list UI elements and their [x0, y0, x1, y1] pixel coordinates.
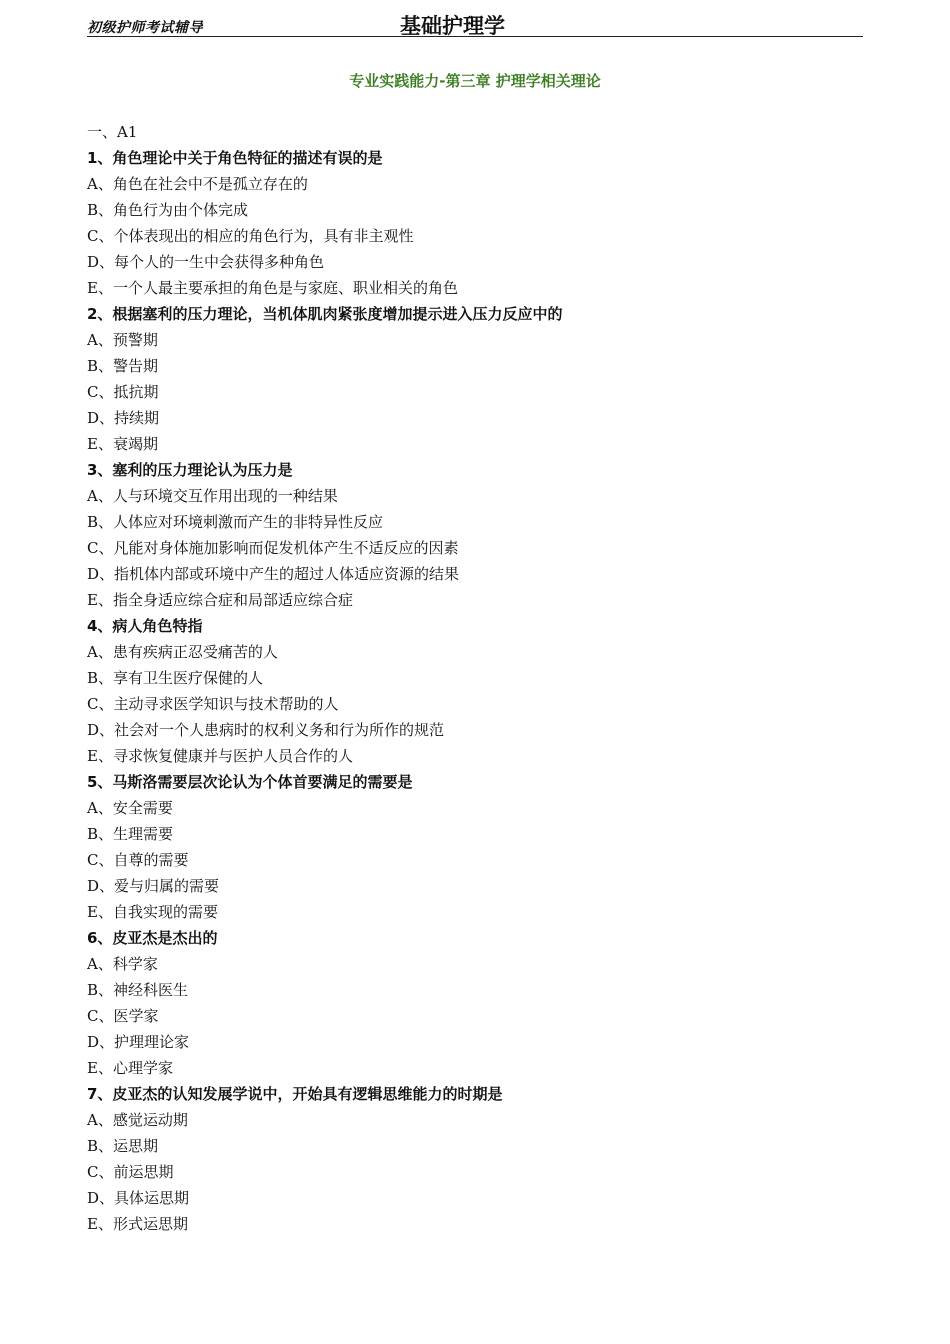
answer-option: C、主动寻求医学知识与技术帮助的人 — [87, 695, 339, 713]
question-stem: 4、病人角色特指 — [87, 617, 203, 635]
answer-option: D、每个人的一生中会获得多种角色 — [87, 253, 325, 271]
answer-option: D、具体运思期 — [87, 1189, 190, 1207]
answer-option: E、自我实现的需要 — [87, 903, 218, 921]
answer-option: E、指全身适应综合症和局部适应综合症 — [87, 591, 353, 609]
answer-option: C、抵抗期 — [87, 383, 159, 401]
answer-option: A、感觉运动期 — [87, 1111, 188, 1129]
answer-option: E、形式运思期 — [87, 1215, 188, 1233]
page-header — [87, 8, 863, 37]
question-stem: 7、皮亚杰的认知发展学说中，开始具有逻辑思维能力的时期是 — [87, 1085, 503, 1103]
answer-option: B、角色行为由个体完成 — [87, 201, 249, 219]
question-stem: 6、皮亚杰是杰出的 — [87, 929, 218, 947]
answer-option: B、享有卫生医疗保健的人 — [87, 669, 264, 687]
answer-option: E、寻求恢复健康并与医护人员合作的人 — [87, 747, 353, 765]
answer-option: B、运思期 — [87, 1137, 159, 1155]
question-stem: 5、马斯洛需要层次论认为个体首要满足的需要是 — [87, 773, 413, 791]
question-list — [87, 119, 867, 1237]
answer-option: A、人与环境交互作用出现的一种结果 — [87, 487, 338, 505]
answer-option: A、患有疾病正忍受痛苦的人 — [87, 643, 278, 661]
answer-option: C、前运思期 — [87, 1163, 174, 1181]
question-stem: 3、塞利的压力理论认为压力是 — [87, 461, 293, 479]
question-stem: 1、角色理论中关于角色特征的描述有误的是 — [87, 149, 383, 167]
answer-option: B、人体应对环境刺激而产生的非特异性反应 — [87, 513, 384, 531]
answer-option: B、神经科医生 — [87, 981, 189, 999]
answer-option: C、凡能对身体施加影响而促发机体产生不适反应的因素 — [87, 539, 459, 557]
answer-option: A、角色在社会中不是孤立存在的 — [87, 175, 308, 193]
answer-option: D、指机体内部或环境中产生的超过人体适应资源的结果 — [87, 565, 460, 583]
answer-option: D、爱与归属的需要 — [87, 877, 220, 895]
answer-option: E、心理学家 — [87, 1059, 173, 1077]
section-heading: 一、A1 — [87, 123, 138, 141]
answer-option: E、一个人最主要承担的角色是与家庭、职业相关的角色 — [87, 279, 458, 297]
answer-option: D、护理理论家 — [87, 1033, 190, 1051]
header-subject-title: 基础护理学 — [400, 14, 505, 38]
header-left-text: 初级护师考试辅导 — [87, 20, 203, 36]
answer-option: E、衰竭期 — [87, 435, 158, 453]
question-stem: 2、根据塞利的压力理论，当机体肌肉紧张度增加提示进入压力反应中的 — [87, 305, 563, 323]
answer-option: A、预警期 — [87, 331, 158, 349]
answer-option: B、生理需要 — [87, 825, 174, 843]
answer-option: D、持续期 — [87, 409, 160, 427]
answer-option: D、社会对一个人患病时的权利义务和行为所作的规范 — [87, 721, 445, 739]
answer-option: C、医学家 — [87, 1007, 159, 1025]
answer-option: A、科学家 — [87, 955, 158, 973]
answer-option: C、个体表现出的相应的角色行为，具有非主观性 — [87, 227, 414, 245]
answer-option: A、安全需要 — [87, 799, 173, 817]
answer-option: C、自尊的需要 — [87, 851, 189, 869]
answer-option: B、警告期 — [87, 357, 159, 375]
chapter-title: 专业实践能力-第三章 护理学相关理论 — [349, 72, 601, 90]
